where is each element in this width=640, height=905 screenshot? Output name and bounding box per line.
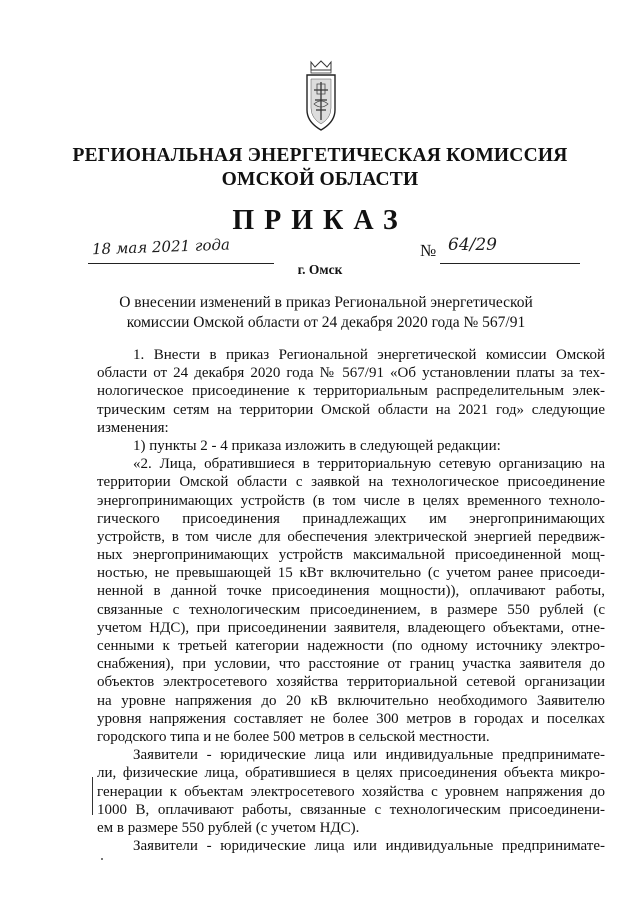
order-body-text: [97, 346, 605, 855]
omsk-coat-of-arms-emblem: [304, 60, 338, 132]
body-line: области от 24 декабря 2020 года № 567/91 «Об установлении платы за тех-: [97, 365, 605, 382]
body-line: 1) пункты 2 - 4 приказа изложить в следующей редакции:: [133, 437, 501, 454]
body-line: на уровне напряжения до 20 кВ включительно необходимого Заявителю: [97, 692, 605, 709]
body-line: 1. Внести в приказ Региональной энергетической комиссии Омской: [133, 347, 605, 363]
subject-line: комиссии Омской области от 24 декабря 2020 года № 567/91: [126, 314, 526, 331]
body-line: нологическое присоединение к территориальным распределительным элек-: [97, 383, 605, 400]
body-line: ностью, не превышающей 15 кВт включительно (с учетом ранее присоеди-: [97, 565, 605, 582]
body-line: 1000 В, оплачивают работы, связанные с технологическим присоединени-: [97, 801, 605, 818]
body-line: ем в размере 550 рублей (с учетом НДС).: [97, 819, 360, 836]
body-line: «2. Лица, обратившиеся в территориальную сетевую организацию на: [133, 456, 605, 473]
body-line: сенными к третьей категории надежности (по одному источнику электро-: [97, 638, 605, 654]
body-line: ли, физические лица, обратившиеся в целях присоединения объекта микро-: [97, 765, 605, 782]
body-line: устройств, в том числе для обеспечения электрической энергией передвиж-: [97, 528, 605, 545]
body-line: ных энергопринимающих устройств максимальной присоединенной мощ-: [97, 547, 605, 564]
body-line: ненной в данной точке присоединения мощности)), оплачивают работы,: [97, 583, 605, 600]
body-line: снабжения), при условии, что расстояние от границ участка заявителя до: [97, 656, 605, 673]
body-line: связанные с технологическим присоединением, в размере 550 рублей (с: [97, 601, 605, 618]
body-line: изменения:: [97, 419, 169, 436]
body-line: генерации к объектам электросетевого хозяйства с уровнем напряжения до: [97, 783, 605, 800]
org-name-line-1: РЕГИОНАЛЬНАЯ ЭНЕРГЕТИЧЕСКАЯ КОМИССИЯ: [72, 145, 568, 166]
body-line: городского типа и не более 500 метров в сельской местности.: [97, 728, 490, 745]
body-line: трическим сетям на территории Омской области на 2021 год» следующие: [97, 401, 605, 418]
body-line: учетом НДС), при присоединении заявителя, владеющего объектами, отне-: [97, 619, 605, 636]
subject-line: О внесении изменений в приказ Региональной энергетической: [119, 294, 533, 311]
city: г. Омск: [297, 262, 343, 277]
body-line: Заявители - юридические лица или индивидуальные предпринимате-: [133, 747, 605, 764]
document-type-title: ПРИКАЗ: [232, 205, 408, 236]
org-name-line-2: ОМСКОЙ ОБЛАСТИ: [221, 169, 419, 190]
margin-mark: [92, 777, 93, 815]
body-line: энергопринимающих устройств (в том числе в целях временного техноло-: [97, 492, 605, 509]
body-line: уровня напряжения составляет не более 300 метров в городах и поселках: [97, 710, 605, 727]
handwritten-date: 18 мая 2021 года: [91, 235, 231, 259]
number-sign: №: [420, 241, 437, 260]
order-subject: [100, 293, 552, 333]
body-line: территории Омской области с заявкой на технологическое присоединение: [97, 474, 605, 491]
body-line: гического присоединения принадлежащих им энергопринимающих: [97, 510, 605, 527]
body-line: Заявители - юридические лица или индивидуальные предпринимате-: [133, 838, 605, 855]
handwritten-order-number: 64/29: [448, 235, 497, 255]
body-line: объектов электросетевого хозяйства территориальной сетевой организации: [97, 674, 605, 691]
scan-speck: [101, 858, 103, 860]
